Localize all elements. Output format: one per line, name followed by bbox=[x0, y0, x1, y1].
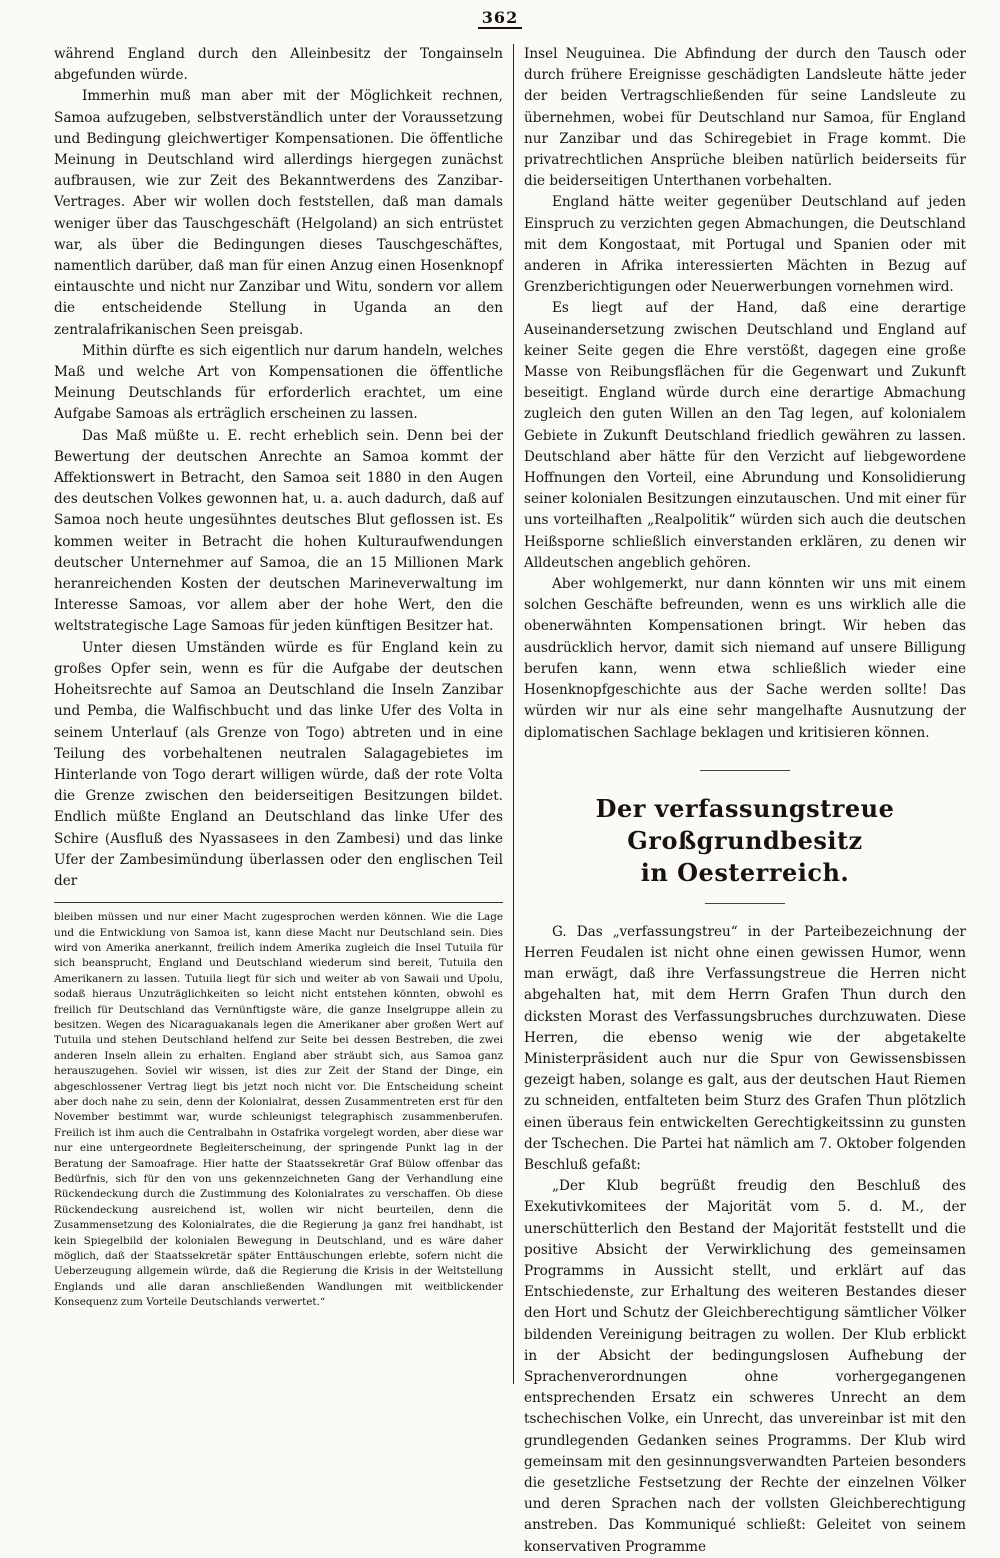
right-paragraph-1: Insel Neuguinea. Die Abfindung der durch den Tausch oder durch frühere Ereignisse geschädigten Landsleute hätte jeder der beiden Vertragschließenden für seine Landsleute zu übernehmen, wobei für Deutschland nur Samoa, für England nur Zanzibar und das Schiregebiet in Frage kommt. Die privatrechtlichen Ansprüche bleiben natürlich beiderseits für die beiderseitigen Unterthanen vorbehalten. bbox=[524, 46, 966, 190]
column-divider bbox=[513, 44, 514, 1384]
page-number: 362 bbox=[0, 8, 1000, 27]
left-paragraph-1: während England durch den Alleinbesitz der Tongainseln abgefunden würde. bbox=[54, 46, 503, 84]
headline-line-1: Der verfassungstreue Großgrundbesitz bbox=[595, 793, 895, 855]
left-paragraph-4: Das Maß müßte u. E. recht erheblich sein. Denn bei der Bewertung der deutschen Anrechte an Samoa kommt der Affektionswert in Betracht, den Samoa seit 1880 in den Augen des deutschen Volkes gewonnen hat, u. a. auch dadurch, daß auf Samoa noch heute ungesühntes deutsches Blut geflossen ist. Es kommen weiter in Betracht die hohen Kulturaufwendungen deutscher Unternehmer auf Samoa, die an 15 Millionen Mark heranreichenden Kosten der deutschen Marineverwaltung im Interesse Samoas, vor allem aber der hohe Wert, den die weltstrategische Lage Samoas für jeden künftigen Besitzer hat. bbox=[54, 427, 503, 635]
right-paragraph-3: Es liegt auf der Hand, daß eine derartige Auseinandersetzung zwischen Deutschland und England auf keiner Seite gegen die Ehre verstößt, dagegen eine große Masse von Reibungsflächen für die Gegenwart und Zukunft beseitigt. England würde durch eine derartige Abmachung zugleich den guten Willen an den Tag legen, auf kolonialem Gebiete in Zukunft Deutschland friedlich gewähren zu lassen. Deutschland aber hätte für den Verzicht auf liebgewordene Hoffnungen den Vorteil, eine Abrundung und Konsolidierung seiner kolonialen Besitzungen einzutauschen. Und mit einer für uns vorteilhaften „Realpolitik“ würden sich auch die deutschen Heißsporne schließlich einverstanden erklären, zu denen wir Alldeutschen angeblich gehören. bbox=[524, 300, 966, 571]
headline-line-2: in Oesterreich. bbox=[640, 857, 850, 887]
footnote bbox=[54, 910, 503, 1311]
article-headline bbox=[524, 793, 966, 889]
left-column bbox=[54, 44, 503, 1311]
footnote-rule bbox=[54, 902, 503, 903]
left-paragraph-2: Immerhin muß man aber mit der Möglichkeit rechnen, Samoa aufzugeben, selbstverständlich unter der Voraussetzung und Bedingung gleichwertiger Kompensationen. Die öffentliche Meinung in Deutschland wird allerdings hiergegen zunächst aufbrausen, wie zur Zeit des Bekanntwerdens des Zanzibar-Vertrages. Aber wir wollen doch feststellen, daß man damals weniger über das Tauschgeschäft (Helgoland) an sich entrüstet war, als über die Bedingungen dieses Tauschgeschäftes, namentlich darüber, daß man für einen Anzug einen Hosenknopf eintauschte und nicht nur Zanzibar und Witu, sondern vor allem die entscheidende Stellung in Uganda an den zentralafrikanischen Seen preisgab. bbox=[54, 88, 503, 338]
headline-rule bbox=[705, 903, 785, 904]
right-column bbox=[524, 44, 966, 1558]
footnote-text: bleiben müssen und nur einer Macht zugesprochen werden können. Wie die Lage und die Entwicklung von Samoa ist, kann diese Macht nur Deutschland sein. Dies wird von Amerika anerkannt, freilich indem Amerika zugleich die Insel Tutuila für sich beansprucht, England und Deutschland wiederum sind bereit, Tutuila den Amerikanern zu lassen. Tutuila liegt für sich und weiter ab von Sawaii und Upolu, sodaß hieraus Unzuträglichkeiten so leicht nicht entstehen könnten, obwohl es freilich für Deutschland das Vernünftigste wäre, die ganze Inselgruppe allein zu besitzen. Wegen des Nicaraguakanals legen die Amerikaner aber großen Wert auf Tutuila und stehen Deutschland helfend zur Seite bei dessen Bestreben, die zwei anderen Inseln allein zu erhalten. England aber sträubt sich, aus Samoa ganz herauszugehen. Soviel wir wissen, ist dies zur Zeit der Stand der Dinge, ein abgeschlossener Vertrag liegt bis jetzt noch nicht vor. Die Entscheidung scheint aber doch nahe zu sein, denn der Kolonialrat, dessen Zusammentreten erst für den November bestimmt war, wurde schleunigst telegraphisch zusammenberufen. Freilich ist ihm auch die Centralbahn in Ostafrika vorgelegt worden, aber diese war nur eine untergeordnete Begleiterscheinung, der springende Punkt lag in der Beratung der Samoafrage. Hier hatte der Staatssekretär Graf Bülow offenbar das Bedürfnis, sich für den von uns gekennzeichneten Gang der Verhandlung eine Rückendeckung durch die Zustimmung des Kolonialrates zu verschaffen. Ob diese Rückendeckung ausreichend ist, wollen wir nicht beurteilen, denn die Zusammensetzung des Kolonialrates, die die Regierung ja ganz frei handhabt, ist kein Spiegelbild der kolonialen Bewegung in Deutschland, und es wäre daher möglich, daß der Staatssekretär später Enttäuschungen erlebte, sofern nicht die Ueberzeugung allgemein würde, daß die Regierung die Krisis in der Weltstellung Englands und alle daran anschließenden Wandlungen mit weitblickender Konsequenz zum Vorteile Deutschlands verwertet.“ bbox=[54, 911, 503, 1309]
right-paragraph-2: England hätte weiter gegenüber Deutschland auf jeden Einspruch zu verzichten gegen Abmachungen, die Deutschland mit dem Kongostaat, mit Portugal und Spanien oder mit anderen in Afrika interessierten Mächten in Bezug auf Grenzberichtigungen oder Neuerwerbungen vornehmen wird. bbox=[524, 194, 966, 296]
section-separator bbox=[700, 770, 790, 771]
article-paragraph-1: G. Das „verfassungstreu“ in der Parteibezeichnung der Herren Feudalen ist nicht ohne einen gewissen Humor, wenn man erwägt, daß ihre Verfassungstreue die Herren nicht abgehalten hat, mit dem Herrn Grafen Thun durch den dicksten Morast des Verfassungsbruches durchzuwaten. Diese Herren, die ebenso wenig wie der abgetakelte Ministerpräsident auch nur die Spur von Gewissensbissen gezeigt haben, solange es galt, aus der deutschen Haut Riemen zu schneiden, entfalteten beim Sturz des Grafen Thun plötzlich einen überaus fein entwickelten Gerechtigkeitssinn zu gunsten der Tschechen. Die Partei hat nämlich am 7. Oktober folgenden Beschluß gefaßt: bbox=[524, 923, 966, 1173]
article-paragraph-2: „Der Klub begrüßt freudig den Beschluß des Exekutivkomitees der Majorität vom 5. d. M., der unerschütterlich den Bestand der Majorität feststellt und die positive Absicht der Verwirklichung des gemeinsamen Programms in Aussicht stellt, und erklärt auf das Entschiedenste, zur Erhaltung des weiteren Bestandes dieser den Hort und Schutz der Gleichberechtigung sämtlicher Völker bildenden Vereinigung beitragen zu wollen. Der Klub erblickt in der Absicht der bedingungslosen Aufhebung der Sprachenverordnungen ohne vorhergegangenen entsprechenden Ersatz ein schweres Unrecht an dem tschechischen Volke, ein Unrecht, das unvereinbar ist mit den grundlegenden Gedanken seines Programms. Der Klub wird gemeinsam mit den gesinnungsverwandten Parteien besonders die gesetzliche Festsetzung der Rechte der einzelnen Völker und deren Sprachen nach der vollsten Gleichberechtigung anstreben. Das Kommuniqué schließt: Geleitet von seinem konservativen Programme bbox=[524, 1178, 966, 1555]
left-paragraph-5: Unter diesen Umständen würde es für England kein zu großes Opfer sein, wenn es für die Aufgabe der deutschen Hoheitsrechte auf Samoa an Deutschland die Inseln Zanzibar und Pemba, die Walfischbucht und das linke Ufer des Volta in seinem Unterlauf (als Grenze von Togo) abtreten und in eine Teilung des vorbehaltenen neutralen Salagagebietes im Hinterlande von Togo derart willigen würde, daß der rote Volta die Grenze zwischen den beiderseitigen Besitzungen bildet. Endlich müßte England an Deutschland das linke Ufer des Schire (Ausfluß des Nyassasees in den Zambesi) und das linke Ufer der Zambesimündung überlassen oder den englischen Teil der bbox=[54, 639, 503, 889]
right-paragraph-4: Aber wohlgemerkt, nur dann könnten wir uns mit einem solchen Geschäfte befreunden, wenn es uns wirklich alle die obenerwähnten Kompensationen bringt. Wir heben das ausdrücklich hervor, damit sich niemand auf unsere Billigung berufen kann, wenn etwa schließlich wieder eine Hosenknopfgeschichte aus der Sache werden sollte! Das würden wir nur als eine sehr mangelhafte Ausnutzung der diplomatischen Sachlage beklagen und kritisieren können. bbox=[524, 576, 966, 741]
left-paragraph-3: Mithin dürfte es sich eigentlich nur darum handeln, welches Maß und welche Art von Kompensationen die öffentliche Meinung Deutschlands für erforderlich erachtet, um eine Aufgabe Samoas als erträglich erscheinen zu lassen. bbox=[54, 342, 503, 423]
